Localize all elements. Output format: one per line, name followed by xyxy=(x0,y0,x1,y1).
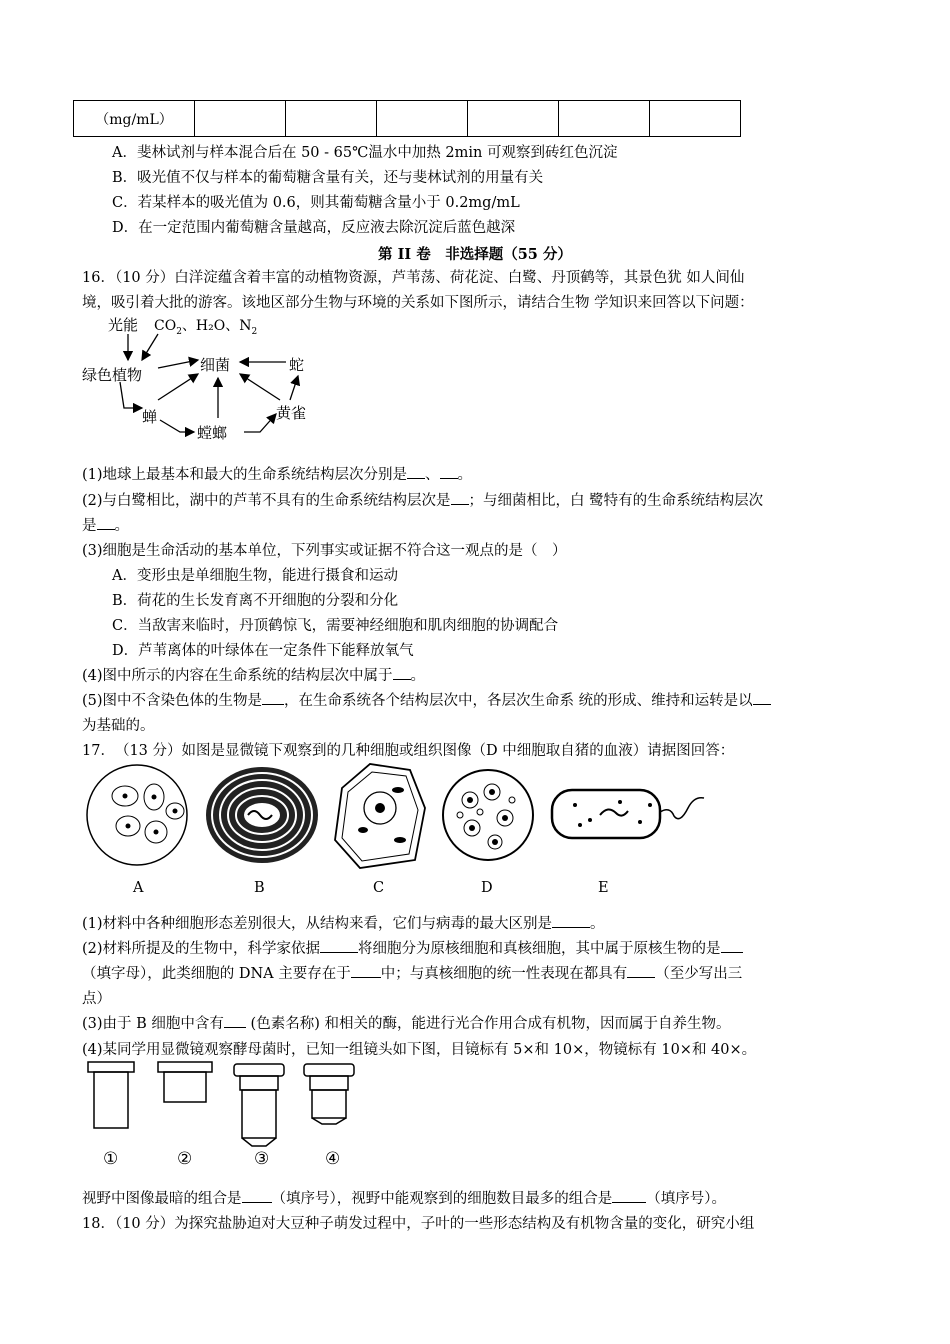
table-row xyxy=(74,101,741,137)
cell-e-image xyxy=(552,790,704,838)
q16-option-b: B．荷花的生长发育离不开细胞的分裂和分化 xyxy=(112,593,399,609)
lens-2-image xyxy=(158,1062,212,1102)
cell-label-b: B xyxy=(254,880,265,896)
q16-part2: (2)与白鹭相比，湖中的芦苇不具有的生命系统结构层次是 ；与细菌相比，白 鹭特有的生命系统结构层次 xyxy=(82,493,764,509)
q15-option-a: A．斐林试剂与样本混合后在 50 - 65℃温水中加热 2min 可观察到砖红色沉淀 xyxy=(112,145,618,161)
diagram-snake-label: 蛇 xyxy=(289,357,305,374)
q16-option-c: C．当敌害来临时，丹顶鹤惊飞，需要神经细胞和肌肉细胞的协调配合 xyxy=(112,618,559,634)
cell-c-image xyxy=(335,764,425,868)
q17-part2: (2)材料所提及的生物中，科学家依据 将细胞分为原核细胞和真核细胞，其中属于原核生物的是 xyxy=(82,939,743,959)
diagram-mantis-label: 螳螂 xyxy=(197,425,228,442)
cell-label-c: C xyxy=(373,880,385,896)
food-web-diagram xyxy=(80,312,320,447)
diagram-light-label: 光能 xyxy=(108,317,139,334)
lens-4-image xyxy=(304,1064,354,1124)
q17-part1: (1)材料中各种细胞形态差别很大，从结构来看，它们与病毒的最大区别是 。 xyxy=(82,916,605,932)
table-cell xyxy=(468,101,559,137)
lens-1-image xyxy=(88,1062,134,1128)
diagram-plant-label: 绿色植物 xyxy=(82,367,143,384)
diagram-cicada-label: 蝉 xyxy=(142,409,158,426)
q18-intro: 18．（10 分）为探究盐胁迫对大豆种子萌发过程中，子叶的一些形态结构及有机物含量的变化，研究小组 xyxy=(82,1216,755,1232)
q16-part5: (5)图中不含染色体的生物是 ，在生命系统各个结构层次中，各层次生命系 统的形成、维持和运转是以 xyxy=(82,691,771,711)
cell-a-image xyxy=(87,765,187,865)
diagram-oriole-label: 黄雀 xyxy=(276,405,307,422)
table-cell xyxy=(650,101,741,137)
cell-d-image xyxy=(443,770,533,860)
lens-label-4: ④ xyxy=(325,1149,341,1169)
q16-part5-cont: 为基础的。 xyxy=(82,718,155,734)
q17-part5: 视野中图像最暗的组合是 （填序号），视野中能观察到的细胞数目最多的组合是 （填序号）。 xyxy=(82,1191,726,1207)
q15-option-d: D．在一定范围内葡萄糖含量越高，反应液去除沉淀后蓝色越深 xyxy=(112,220,516,236)
table-unit: （mg/mL） xyxy=(95,111,173,128)
cell-label-e: E xyxy=(598,880,609,896)
diagram-bacteria-label: 细菌 xyxy=(200,357,231,374)
q16-part2-cont: 是 。 xyxy=(82,518,129,534)
cell-label-a: A xyxy=(133,880,144,896)
data-table xyxy=(73,100,741,137)
table-unit-cell xyxy=(74,101,195,137)
diagram-inorganic-label: $CO_2$、H₂O、$N_2$ xyxy=(154,318,258,337)
q16-part1: (1)地球上最基本和最大的生命系统结构层次分别是 、 。 xyxy=(82,467,473,483)
q16-option-d: D．芦苇离体的叶绿体在一定条件下能释放氧气 xyxy=(112,643,414,659)
table-cell xyxy=(195,101,286,137)
section-title: 第 II 卷 非选择题（55 分） xyxy=(378,246,572,263)
lens-label-3: ③ xyxy=(254,1149,270,1169)
q15-option-b: B．吸光值不仅与样本的葡萄糖含量有关，还与斐林试剂的用量有关 xyxy=(112,170,544,186)
q17-part3: (3)由于 B 细胞中含有 (色素名称) 和相关的酶，能进行光合作用合成有机物，因而属于自养生物。 xyxy=(82,1016,731,1032)
q17-intro: 17． （13 分）如图是显微镜下观察到的几种细胞或组织图像（D 中细胞取自猪的血液）请据图回答： xyxy=(82,743,735,759)
cell-b-image xyxy=(206,767,318,863)
q17-part4: (4)某同学用显微镜观察酵母菌时，已知一组镜头如下图，目镜标有 5×和 10×，物镜标有 10×和 40×。 xyxy=(82,1042,757,1058)
cell-label-d: D xyxy=(481,880,493,896)
q17-part2-cont: （填字母），此类细胞的 DNA 主要存在于 中；与真核细胞的统一性表现在都具有 （至少写出三 xyxy=(82,966,743,982)
lens-3-image xyxy=(234,1064,284,1146)
q16-intro-line1: 16．（10 分）白洋淀蕴含着丰富的动植物资源，芦苇荡、荷花淀、白鹭、丹顶鹤等，其景色犹 如人间仙 xyxy=(82,270,745,286)
lens-label-1: ① xyxy=(103,1149,119,1169)
q16-intro-line2: 境，吸引着大批的游客。该地区部分生物与环境的关系如下图所示，请结合生物 学知识来回答以下问题： xyxy=(82,295,754,311)
q16-part4: (4)图中所示的内容在生命系统的结构层次中属于 。 xyxy=(82,668,426,684)
q17-part2-end: 点） xyxy=(82,991,111,1007)
table-cell xyxy=(377,101,468,137)
table-cell xyxy=(286,101,377,137)
lens-label-2: ② xyxy=(177,1149,193,1169)
q16-option-a: A．变形虫是单细胞生物，能进行摄食和运动 xyxy=(112,568,398,584)
cell-images xyxy=(80,760,740,875)
table-cell xyxy=(559,101,650,137)
q15-option-c: C．若某样本的吸光值为 0.6，则其葡萄糖含量小于 0.2mg/mL xyxy=(112,195,520,211)
q16-part3: (3)细胞是生命活动的基本单位，下列事实或证据不符合这一观点的是（ ） xyxy=(82,543,567,559)
